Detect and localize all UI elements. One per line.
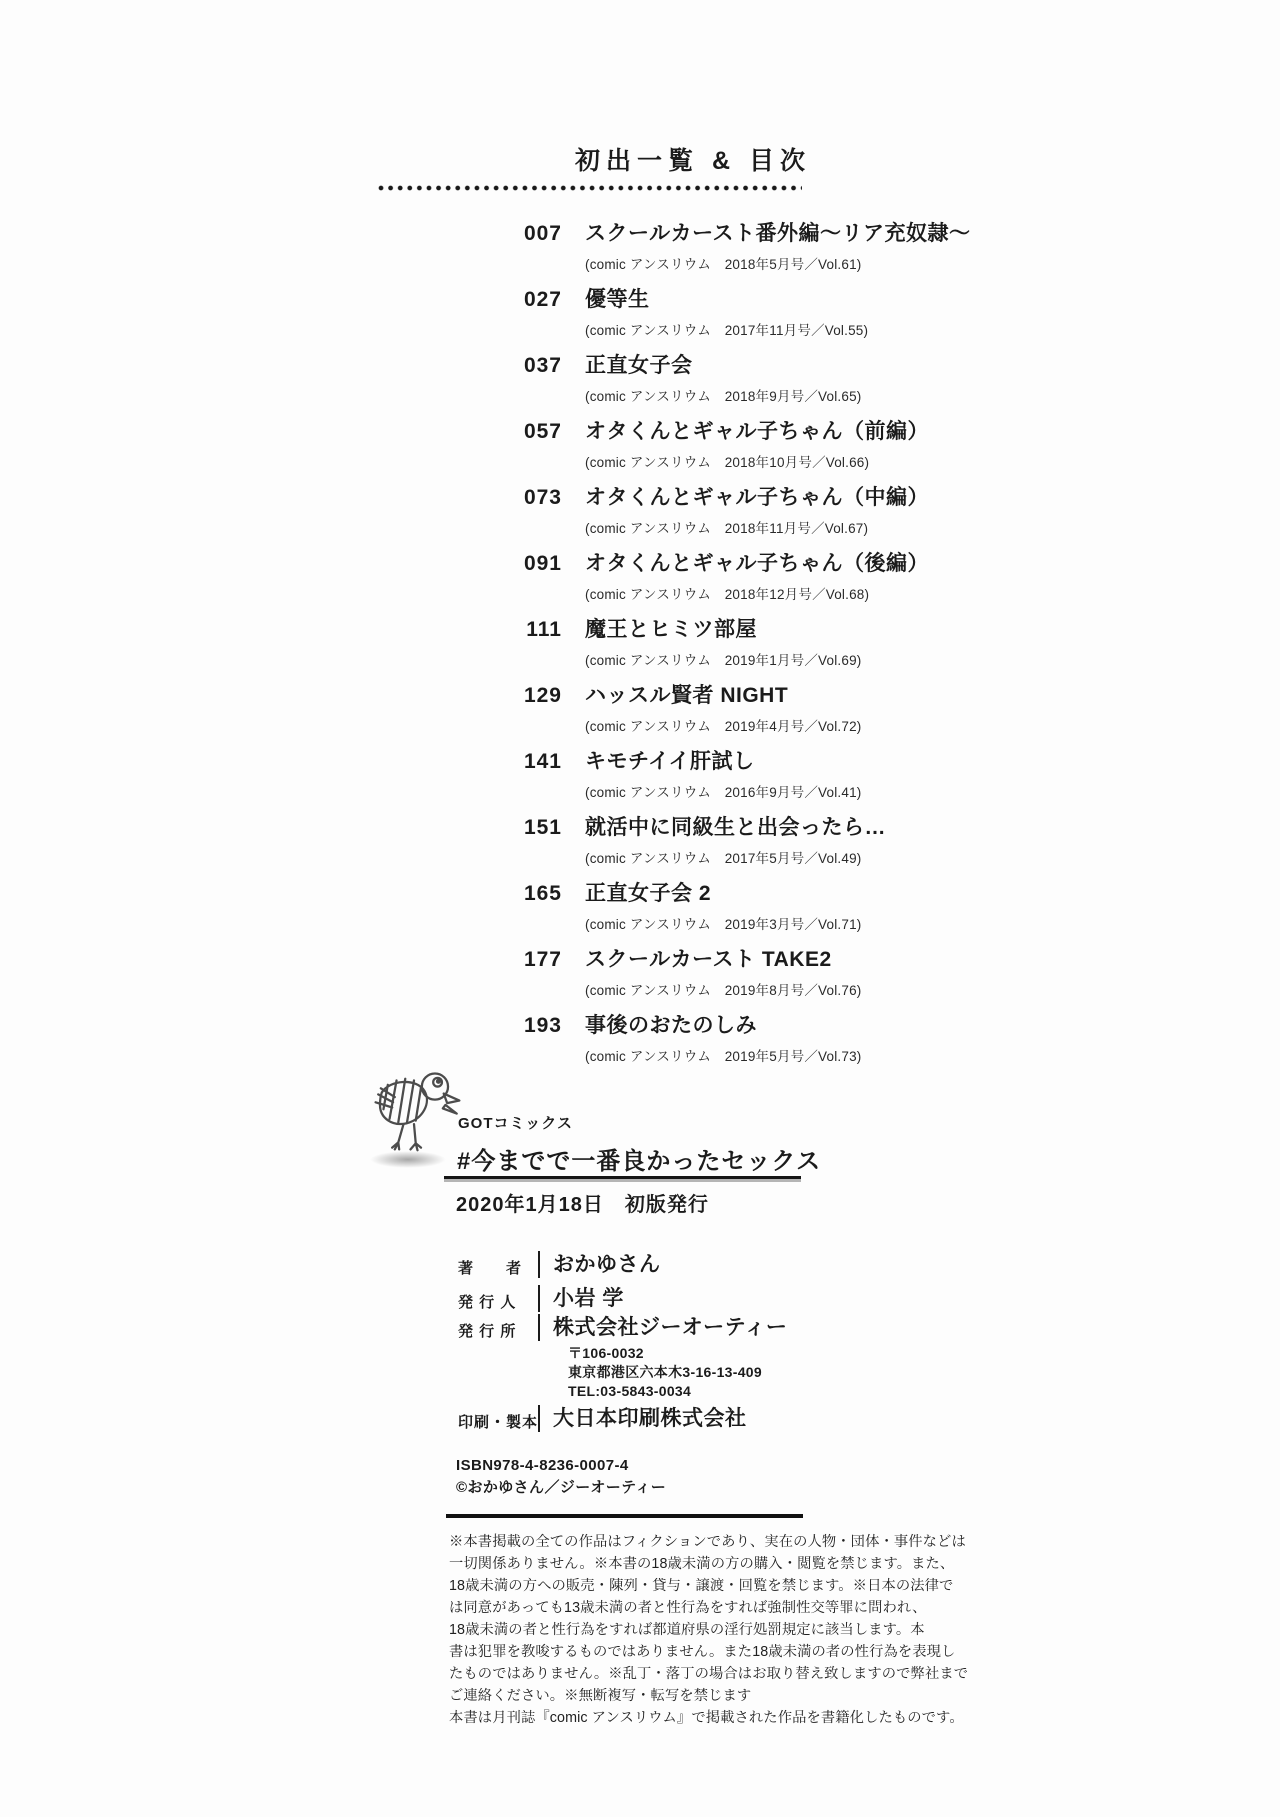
page-number: 073 — [523, 486, 562, 509]
toc-entry — [500, 1009, 862, 1065]
toc-entry — [500, 811, 886, 867]
source-note: (comic アンスリウム 2019年3月号／Vol.71) — [585, 917, 862, 932]
credit-value: 大日本印刷株式会社 — [553, 1407, 747, 1430]
disclaimer-line: 18歳未満の者と性行為をすれば都道府県の淫行処罰規定に該当します。本 — [449, 1622, 925, 1638]
story-title: オタくんとギャル子ちゃん（中編） — [585, 486, 929, 509]
toc-entry-line — [500, 745, 862, 775]
credit-value: 株式会社ジーオーティー — [553, 1316, 788, 1339]
credits-table — [458, 1251, 818, 1432]
story-title: オタくんとギャル子ちゃん（前編） — [585, 420, 929, 443]
page-number: 165 — [523, 882, 562, 905]
disclaimer-line: 書は犯罪を教唆するものではありません。また18歳未満の者の性行為を表現し — [449, 1644, 956, 1660]
story-title: 魔王とヒミツ部屋 — [585, 618, 757, 641]
postal-code: 〒106-0032 — [568, 1345, 644, 1361]
toc-entry-line — [500, 679, 862, 709]
toc-entry-line — [500, 481, 929, 511]
credit-label: 発 行 人 — [458, 1294, 517, 1311]
toc-entry — [500, 877, 862, 933]
disclaimer-text — [449, 1531, 969, 1729]
section-divider — [446, 1514, 803, 1518]
credit-label: 印刷・製本 — [458, 1414, 539, 1431]
disclaimer-line: 18歳未満の方への販売・陳列・貸与・譲渡・回覧を禁じます。※日本の法律で — [449, 1578, 954, 1594]
edition-date: 2020年1月18日 初版発行 — [456, 1194, 709, 1216]
story-title: 正直女子会 — [585, 354, 693, 377]
isbn-block — [456, 1455, 666, 1499]
toc-entry — [500, 745, 862, 801]
story-title: キモチイイ肝試し — [585, 750, 755, 773]
page-number: 091 — [523, 552, 562, 575]
toc-entry — [500, 679, 862, 735]
dotted-divider — [378, 184, 802, 192]
toc-entry-line — [500, 613, 862, 643]
toc-entry — [500, 283, 868, 339]
credit-label: 著 者 — [458, 1260, 523, 1277]
page-number: 057 — [523, 420, 562, 443]
story-title: スクールカースト番外編～リア充奴隷～ — [585, 222, 971, 245]
toc-entry — [500, 943, 862, 999]
book-title: #今までで一番良かったセックス — [457, 1148, 822, 1175]
toc-entry — [500, 415, 929, 471]
toc-entry-line — [500, 811, 886, 841]
credit-row-author — [458, 1251, 818, 1278]
toc-entry — [500, 613, 862, 669]
story-title: スクールカースト TAKE2 — [585, 948, 832, 971]
toc-entry — [500, 547, 929, 603]
toc-entry-line — [500, 943, 862, 973]
bird-shadow — [370, 1151, 446, 1168]
source-note: (comic アンスリウム 2019年1月号／Vol.69) — [585, 653, 862, 668]
source-note: (comic アンスリウム 2019年8月号／Vol.76) — [585, 983, 862, 998]
toc-entry-line — [500, 349, 862, 379]
toc-header: 初出一覧 & 目次 — [575, 147, 811, 175]
credit-divider — [538, 1405, 540, 1432]
source-note: (comic アンスリウム 2017年11月号／Vol.55) — [585, 323, 869, 338]
source-note: (comic アンスリウム 2018年10月号／Vol.66) — [585, 455, 870, 470]
page-number: 037 — [523, 354, 562, 377]
source-note: (comic アンスリウム 2018年5月号／Vol.61) — [585, 257, 862, 272]
phone-number: TEL:03-5843-0034 — [568, 1383, 692, 1399]
story-title: ハッスル賢者 NIGHT — [585, 684, 789, 707]
toc-entry-line — [500, 415, 929, 445]
bird-sketch-icon — [366, 1066, 462, 1161]
source-note: (comic アンスリウム 2019年4月号／Vol.72) — [585, 719, 862, 734]
toc-entry-line — [500, 283, 868, 313]
credit-row-printer — [458, 1405, 818, 1432]
story-title: 優等生 — [585, 288, 650, 311]
source-note: (comic アンスリウム 2018年12月号／Vol.68) — [585, 587, 870, 602]
toc-entry-line — [500, 217, 971, 247]
credit-row-publisher-company — [458, 1314, 818, 1341]
toc-entry-line — [500, 877, 862, 907]
page-number: 151 — [523, 816, 562, 839]
page-number: 007 — [523, 222, 562, 245]
publisher-address — [568, 1344, 818, 1401]
disclaimer-line: 一切関係ありません。※本書の18歳未満の方の購入・閲覧を禁じます。また、 — [449, 1556, 955, 1572]
story-title: オタくんとギャル子ちゃん（後編） — [585, 552, 929, 575]
toc-entry — [500, 349, 862, 405]
credit-divider — [538, 1251, 540, 1278]
page-number: 141 — [523, 750, 562, 773]
toc-entry — [500, 481, 929, 537]
disclaimer-line: たものではありません。※乱丁・落丁の場合はお取り替え致しますので弊社まで — [449, 1666, 969, 1682]
street-address: 東京都港区六本木3-16-13-409 — [568, 1364, 762, 1380]
isbn-text: ISBN978-4-8236-0007-4 — [456, 1457, 629, 1474]
source-note: (comic アンスリウム 2018年11月号／Vol.67) — [585, 521, 869, 536]
disclaimer-line: ※本書掲載の全ての作品はフィクションであり、実在の人物・団体・事件などは — [449, 1534, 966, 1550]
story-title: 正直女子会 2 — [585, 882, 712, 905]
disclaimer-line: ご連絡ください。※無断複写・転写を禁じます — [449, 1688, 752, 1704]
credit-label: 発 行 所 — [458, 1323, 517, 1340]
toc-entry-line — [500, 1009, 862, 1039]
page-number: 027 — [523, 288, 562, 311]
credit-divider — [538, 1285, 540, 1312]
source-note: (comic アンスリウム 2018年9月号／Vol.65) — [585, 389, 862, 404]
credit-value: 小岩 学 — [553, 1287, 624, 1310]
source-note: (comic アンスリウム 2016年9月号／Vol.41) — [585, 785, 862, 800]
toc-entry — [500, 217, 971, 273]
toc-entry-line — [500, 547, 929, 577]
disclaimer-line: は同意があっても13歳未満の者と性行為をすれば強制性交等罪に問われ、 — [449, 1600, 927, 1616]
page-number: 177 — [523, 948, 562, 971]
page-number: 193 — [523, 1014, 562, 1037]
credit-row-publisher-person — [458, 1285, 818, 1312]
story-title: 就活中に同級生と出会ったら… — [585, 816, 886, 839]
credit-value: おかゆさん — [553, 1253, 661, 1276]
copyright-text: ©おかゆさん／ジーオーティー — [456, 1479, 667, 1496]
page-number: 111 — [526, 618, 562, 641]
imprint-label: GOTコミックス — [458, 1115, 574, 1132]
story-title: 事後のおたのしみ — [585, 1014, 757, 1037]
credit-divider — [538, 1314, 540, 1341]
source-note: (comic アンスリウム 2017年5月号／Vol.49) — [585, 851, 862, 866]
disclaimer-line: 本書は月刊誌『comic アンスリウム』で掲載された作品を書籍化したものです。 — [449, 1710, 964, 1726]
source-note: (comic アンスリウム 2019年5月号／Vol.73) — [585, 1049, 862, 1064]
title-underline — [444, 1176, 801, 1179]
page-number: 129 — [523, 684, 562, 707]
